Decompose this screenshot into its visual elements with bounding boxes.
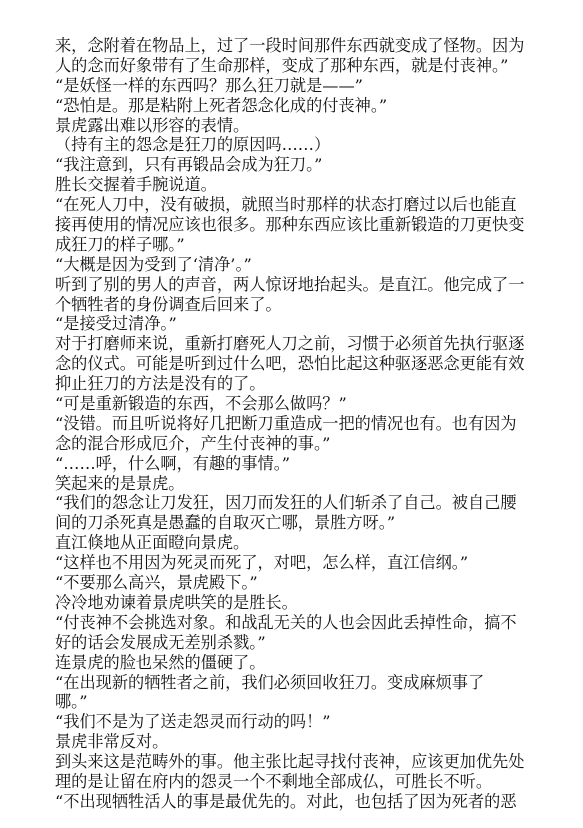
text-line: 哪。” [55, 692, 88, 712]
text-line: 对于打磨师来说，重新打磨死人刀之前，习惯于必须首先执行驱逐 [55, 334, 525, 354]
text-line: “……呼，什么啊，有趣的事情。” [55, 453, 291, 473]
text-line: “没错。而且听说将好几把断刀重造成一把的情况也有。也有因为 [55, 413, 517, 433]
text-line: “在死人刀中，没有破损，就照当时那样的状态打磨过以后也能直 [55, 195, 517, 215]
text-line: 直江倏地从正面瞪向景虎。 [55, 533, 250, 553]
text-line: 成狂刀的样子哪。” [55, 234, 185, 254]
text-line: “是接受过清净。” [55, 314, 177, 334]
text-line: 念的仪式。可能是听到过什么吧，恐怕比起这种驱逐恶念更能有效 [55, 354, 525, 374]
text-line: “不要那么高兴，景虎殿下。” [55, 573, 258, 593]
text-line: 连景虎的脸也呆然的僵硬了。 [55, 652, 266, 672]
text-line: “大概是因为受到了‘清净’。” [55, 254, 252, 274]
text-line: “不出现牺牲活人的事是最优先的。对此，也包括了因为死者的恶 [55, 791, 517, 811]
text-line: 间的刀杀死真是愚蠢的自取灭亡哪，景胜方呀。” [55, 513, 396, 533]
text-line: 笑起来的是景虎。 [55, 473, 185, 493]
text-line: “付丧神不会挑选对象。和战乱无关的人也会因此丢掉性命，搞不 [55, 612, 517, 632]
text-line: 来，念附着在物品上，过了一段时间那件东西就变成了怪物。因为 [55, 36, 525, 55]
text-line: 景虎非常反对。 [55, 732, 169, 752]
text-line: 到头来这是范畴外的事。他主张比起寻找付丧神，应该更加优先处 [55, 752, 525, 772]
text-line: 景虎露出难以形容的表情。 [55, 115, 250, 135]
text-line: “我们的怨念让刀发狂，因刀而发狂的人们斩杀了自己。被自己腰 [55, 493, 517, 513]
text-line: 抑止狂刀的方法是没有的了。 [55, 374, 266, 394]
text-line: 听到了别的男人的声音，两人惊讶地抬起头。是直江。他完成了一 [55, 274, 525, 294]
text-line: “可是重新锻造的东西，不会那么做吗？” [55, 394, 347, 414]
text-line: “在出现新的牺牲者之前，我们必须回收狂刀。变成麻烦事了 [55, 672, 485, 692]
text-line: 人的念而好象带有了生命那样，变成了那种东西，就是付丧神。” [55, 55, 509, 75]
text-line: 接再使用的情况应该也很多。那种东西应该比重新锻造的刀更快变 [55, 215, 525, 235]
text-line: 冷冷地劝谏着景虎哄笑的是胜长。 [55, 592, 298, 612]
document-page [55, 36, 560, 812]
text-line: 胜长交握着手腕说道。 [55, 175, 217, 195]
text-line: “这样也不用因为死灵而死了，对吧，怎么样，直江信纲。” [55, 553, 469, 573]
text-line: “恐怕是。那是粘附上死者怨念化成的付丧神。” [55, 95, 388, 115]
text-line: 念的混合形成厄介，产生付丧神的事。” [55, 433, 331, 453]
text-line: 个牺牲者的身份调查后回来了。 [55, 294, 282, 314]
text-line: “我们不是为了送走怨灵而行动的吗！” [55, 712, 331, 732]
text-line: 好的话会发展成无差别杀戮。” [55, 632, 266, 652]
text-line: 理的是让留在府内的怨灵一个不剩地全部成仏，可胜长不听。 [55, 771, 493, 791]
text-line: “是妖怪一样的东西吗？那么狂刀就是——” [55, 75, 363, 95]
text-line: “我注意到，只有再锻品会成为狂刀。” [55, 155, 323, 175]
text-line: （持有主的怨念是狂刀的原因吗……） [55, 135, 331, 155]
